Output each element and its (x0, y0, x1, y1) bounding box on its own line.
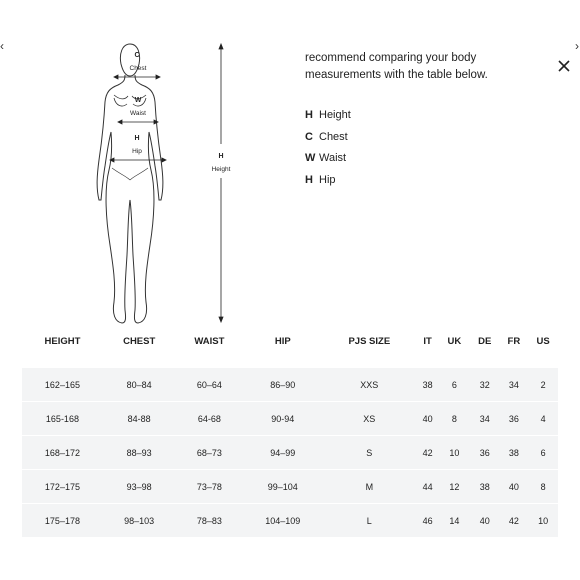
table-row (22, 402, 558, 435)
table-cell: 2 (528, 368, 558, 401)
table-row (22, 368, 558, 401)
table-cell: XS (322, 402, 416, 435)
table-cell: 93–98 (103, 470, 176, 503)
diagram-chest-letter: C (134, 52, 140, 59)
table-row (22, 504, 558, 537)
column-header: WAIST (194, 335, 225, 347)
chevron-right-icon[interactable]: › (575, 39, 579, 53)
table-cell: 172–175 (22, 470, 103, 503)
table-cell: 8 (439, 402, 470, 435)
table-cell: 40 (470, 504, 500, 537)
table-cell: 165-168 (22, 402, 103, 435)
column-header: HEIGHT (44, 335, 81, 347)
legend-item (305, 169, 351, 191)
table-cell: 36 (500, 402, 529, 435)
table-cell: 38 (470, 470, 500, 503)
table-cell: 88–93 (103, 436, 176, 469)
table-cell: 40 (416, 402, 439, 435)
table-cell: 68–73 (175, 436, 243, 469)
table-row (22, 436, 558, 469)
height-arrow (219, 44, 223, 322)
table-cell: 34 (470, 402, 500, 435)
table-cell: 84-88 (103, 402, 176, 435)
table-cell: 162–165 (22, 368, 103, 401)
table-cell: M (322, 470, 416, 503)
table-row (22, 470, 558, 503)
legend-item (305, 126, 351, 148)
diagram-hip-letter: H (134, 135, 140, 142)
column-header: IT (423, 335, 432, 347)
table-cell: 86–90 (243, 368, 322, 401)
legend-letter: H (305, 108, 313, 121)
table-cell: 34 (500, 368, 529, 401)
hip-arrow (110, 158, 166, 162)
table-cell: 4 (528, 402, 558, 435)
table-cell: 99–104 (243, 470, 322, 503)
table-cell: 42 (416, 436, 439, 469)
table-cell: 10 (528, 504, 558, 537)
diagram-waist-label: Waist (129, 110, 147, 117)
table-cell: 40 (500, 470, 529, 503)
table-header-row (22, 330, 558, 352)
column-header: DE (478, 335, 492, 347)
diagram-hip-label: Hip (132, 148, 142, 155)
table-cell: 175–178 (22, 504, 103, 537)
measurement-legend (305, 104, 351, 191)
table-cell: 6 (439, 368, 470, 401)
chevron-left-icon[interactable]: ‹ (0, 39, 4, 53)
legend-item (305, 104, 351, 126)
legend-letter: W (305, 152, 316, 165)
column-header: FR (507, 335, 521, 347)
table-cell: 78–83 (175, 504, 243, 537)
diagram-height-letter: H (218, 153, 224, 160)
chest-arrow (114, 75, 160, 79)
table-cell: 42 (500, 504, 529, 537)
table-cell: 73–78 (175, 470, 243, 503)
table-cell: 98–103 (103, 504, 176, 537)
table-cell: 46 (416, 504, 439, 537)
legend-label: Hip (319, 173, 336, 186)
table-cell: 38 (500, 436, 529, 469)
table-cell: 94–99 (243, 436, 322, 469)
diagram-height-label: Height (211, 166, 231, 173)
legend-label: Waist (319, 152, 347, 165)
table-cell: 36 (470, 436, 500, 469)
diagram-chest-label: Chest (129, 65, 147, 72)
table-cell: 6 (528, 436, 558, 469)
diagram-waist-letter: W (134, 97, 142, 104)
legend-letter: H (305, 173, 313, 186)
legend-item (305, 147, 351, 169)
table-cell: 44 (416, 470, 439, 503)
table-cell: 104–109 (243, 504, 322, 537)
table-cell: 60–64 (175, 368, 243, 401)
legend-label: Height (319, 108, 351, 121)
table-cell: L (322, 504, 416, 537)
table-cell: S (322, 436, 416, 469)
table-cell: 10 (439, 436, 470, 469)
figure-left-outline (97, 75, 130, 323)
table-cell: 64-68 (175, 402, 243, 435)
body-measurement-diagram (90, 40, 260, 330)
waist-arrow (118, 120, 158, 124)
intro-text: recommend comparing your body measurements with the table below. (305, 52, 488, 81)
table-cell: 168–172 (22, 436, 103, 469)
table-cell: XXS (322, 368, 416, 401)
table-cell: 80–84 (103, 368, 176, 401)
close-icon[interactable] (556, 58, 572, 74)
column-header: CHEST (123, 335, 156, 347)
table-cell: 90-94 (243, 402, 322, 435)
column-header: HIP (274, 335, 291, 347)
size-chart-table (22, 330, 558, 537)
column-header: UK (447, 335, 462, 347)
column-header: US (536, 335, 550, 347)
table-cell: 32 (470, 368, 500, 401)
table-cell: 8 (528, 470, 558, 503)
legend-letter: C (305, 130, 313, 143)
table-cell: 38 (416, 368, 439, 401)
column-header: PJS SIZE (348, 335, 391, 347)
legend-label: Chest (319, 130, 348, 143)
table-cell: 12 (439, 470, 470, 503)
table-cell: 14 (439, 504, 470, 537)
